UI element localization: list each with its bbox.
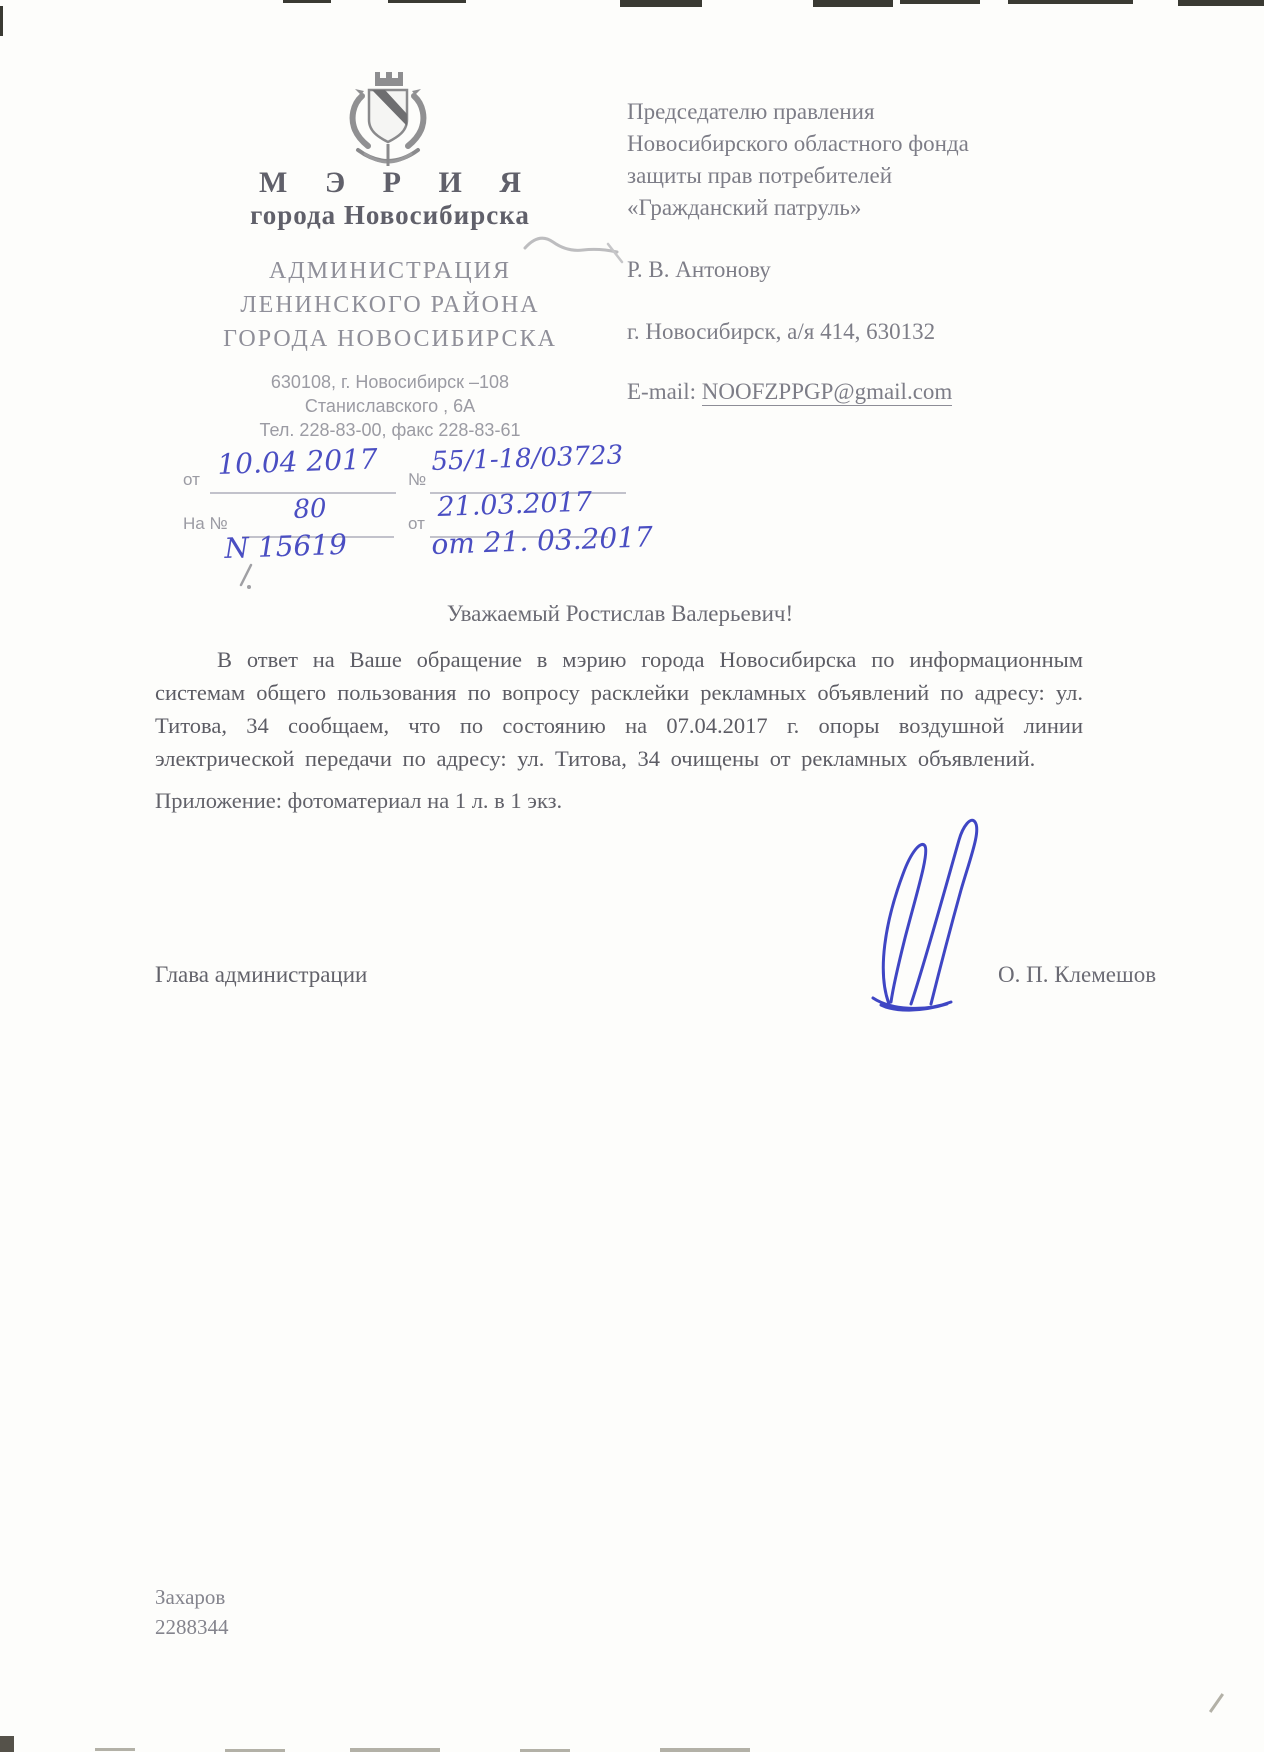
recipient-line1: Председателю правления (627, 99, 875, 124)
org-address-line2: Станиславского , 6А (304, 396, 476, 416)
recipient-line4: «Гражданский патруль» (627, 195, 862, 220)
executor-name: Захаров (155, 1585, 226, 1609)
email-address: NOOFZPPGP@gmail.com (701, 379, 953, 404)
scan-artifact (283, 0, 331, 3)
recipient-name: Р. В. Антонову (627, 257, 771, 282)
scan-artifact (620, 0, 702, 7)
body-paragraph: В ответ на Ваше обращение в мэрию города Новосибирска по информационным системам общего пользования по вопросу расклейки рекламных объявлений по адресу: ул. Титова, 34 сообщаем, что по состоянию на 07.04.2017 г. опоры воздушной линии электрической передачи по адресу: ул. Титова, 34 очищены от рекламных объявлений. (155, 647, 1083, 771)
scan-smudge (520, 226, 630, 276)
recipient-postal-address: г. Новосибирск, а/я 414, 630132 (627, 319, 936, 344)
number-handwritten: 55/1-18/03723 (430, 440, 624, 477)
novosibirsk-coat-of-arms-icon (338, 68, 438, 172)
org-address-line3: Тел. 228-83-00, факс 228-83-61 (259, 420, 521, 440)
scan-artifact (1008, 0, 1133, 4)
executor-phone: 2288344 (155, 1615, 229, 1639)
recipient-line2: Новосибирского областного фонда (627, 131, 969, 156)
recipient-email-line (627, 376, 952, 408)
handwritten-signature-icon (855, 812, 1005, 1012)
dept-line3: ГОРОДА НОВОСИБИРСКА (223, 326, 557, 352)
note-number-handwritten: N 15619 (223, 527, 348, 565)
pencil-mark (235, 563, 261, 591)
attachment-line: Приложение: фотоматериал на 1 л. в 1 экз. (155, 788, 563, 813)
signer-name: О. П. Клемешов (998, 962, 1157, 987)
org-name-line1: М Э Р И Я (259, 166, 536, 199)
dept-line1: АДМИНИСТРАЦИЯ (269, 258, 511, 284)
scan-artifact (95, 1748, 135, 1751)
dept-line2: ЛЕНИНСКОГО РАЙОНА (240, 292, 540, 318)
scan-artifact (660, 1748, 750, 1752)
scan-artifact (1209, 1693, 1224, 1713)
date-handwritten: 10.04 2017 (216, 442, 379, 481)
org-name-line2: города Новосибирска (250, 200, 530, 230)
number-label: № (408, 470, 427, 489)
scan-artifact (813, 0, 893, 7)
novosibirsk-emblem (338, 68, 438, 172)
scan-artifact (388, 0, 466, 3)
scan-artifact (0, 6, 3, 36)
scan-artifact (900, 0, 980, 4)
note-date-handwritten: от 21. 03.2017 (430, 520, 654, 561)
recipient-line3: защиты прав потребителей (627, 163, 893, 188)
date-label: от (183, 470, 200, 489)
signer-position: Глава администрации (155, 962, 368, 987)
reply-date-handwritten: 21.03.2017 (436, 486, 593, 523)
email-label: E-mail: (627, 379, 696, 404)
salutation: Уважаемый Ростислав Валерьевич! (446, 601, 794, 626)
org-address-line1: 630108, г. Новосибирск –108 (270, 372, 510, 392)
scan-artifact (350, 1748, 440, 1752)
reply-number-label: На № (183, 514, 228, 533)
scan-artifact (0, 1736, 14, 1752)
reply-number-handwritten: 80 (292, 493, 328, 525)
reply-date-label: от (408, 514, 425, 533)
scan-artifact (1178, 0, 1264, 6)
